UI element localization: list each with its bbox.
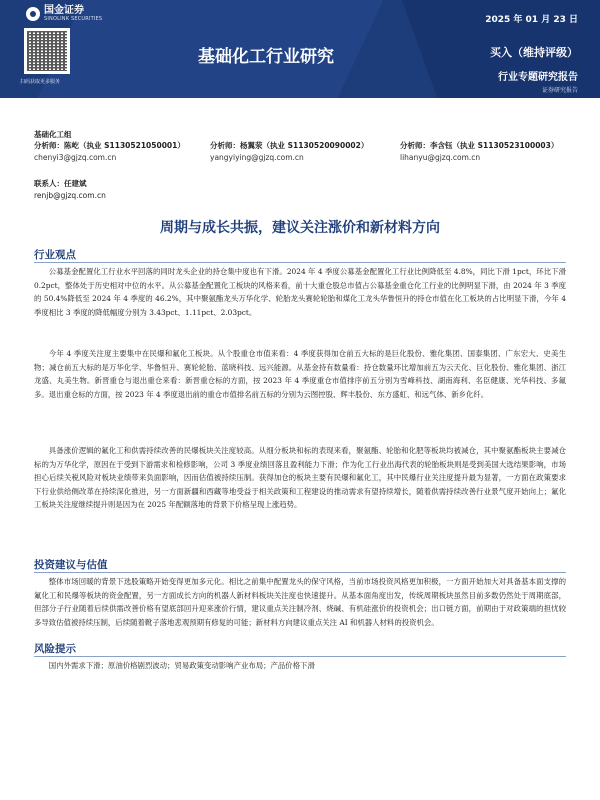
team-name: 基础化工组 [34,130,72,139]
section-heading-risk: 风险提示 [34,643,76,655]
section-heading-views: 行业观点 [34,249,76,261]
contact-person [34,178,106,202]
qr-caption: 扫码获取更多服务 [20,79,61,85]
report-type: 行业专题研究报告 [498,72,578,83]
section-heading-advice: 投资建议与估值 [34,559,108,571]
analyst-email[interactable]: lihanyu@gjzq.com.cn [400,153,481,162]
qr-code-icon [27,31,67,71]
logo-mark-icon [26,7,40,21]
contact-name: 联系人：任建斌 [34,179,87,188]
contact-email[interactable]: renjb@gjzq.com.cn [34,191,106,200]
analyst-name: 分析师：陈屹（执业 S1130521050001） [34,141,185,150]
analyst-list [34,140,574,164]
logo-cn-text: 国金证券 [44,5,84,16]
section-divider [34,656,566,657]
paragraph-views-1: 公募基金配置化工行业水平回落的同时龙头企业的持仓集中度也有下滑。2024 年 4 季度公募基金配置化工行业比例降低至 4.8%，同比下滑 1pct，环比下滑 0.2pct，整体处于历史相对中位的水平。从公募基金配置化工板块的风格来看，前十大重仓股总市值占公募基金重仓化工行业的比例明显下滑，由 2024 年 3 季度的 50.4%降低至 2024 年 4 季度的 46.2%，其中聚氨酯龙头万华化学、轮胎龙头赛轮轮胎和煤化工龙头华鲁恒升的持仓市值在化工板块的占比明显下滑，今年 4 季度相比 3 季度的降低幅度分别为 3.43pct、1.11pct、2.03pct。 [34,267,566,317]
paragraph-advice: 整体市场回暖的背景下选股策略开始变得更加多元化。相比之前集中配置龙头的保守风格，当前市场投资风格更加积极，一方面开始加大对具备基本面支撑的氟化工和民爆等板块的资金配置，另一方面成长方向的机器人新材料板块关注度也快速提升。从基本面角度出发，传统周期板块虽然目前多数仍然处于周期底部，但部分子行业随着后续供需改善价格有望底部回升迎来涨价行情，建议重点关注制冷剂、烧碱、有机硅涨价的投资机会；出口链方面，前期由于对政策端的担忧较多导致估值被持续压制，后续随着靴子落地悲观预期有修复的可能；新材料方向建议重点关注 AI 和机器人材料的投资机会。 [34,577,566,627]
rating-badge: 买入（维持评级） [490,46,578,59]
paragraph-views-2: 今年 4 季度关注度主要集中在民爆和氟化工板块。从个股重仓市值来看：4 季度获得加仓前五大标的是巨化股份、雅化集团、国泰集团、广东宏大、史美生物；减仓前五大标的是万华化学、华鲁恒升、赛轮轮胎、蓝晓科技、远兴能源。从基金持有数量看：持仓数量环比增加前五为云天化、巨化股份、雅化集团、浙江龙盛、丸美生物。新晋重仓与退出重仓来看：新晋重仓标的方面，按 2023 年 4 季度重仓市值排序前五分别为雪峰科技、湖南海利、名臣健康、光华科技、多氟多。退出重仓标的方面，按 2023 年 4 季度退出前的重仓市值排名前五标的分别为云图控股、辉丰股份、东方盛虹、和远气体、新乡化纤。 [34,349,566,399]
analyst-name: 分析师：李含钰（执业 S1130523100003） [400,141,559,150]
section-divider [34,572,566,573]
analyst-email[interactable]: chenyi3@gjzq.com.cn [34,153,117,162]
report-title: 基础化工行业研究 [198,47,334,67]
analyst-item [210,140,400,164]
main-title: 周期与成长共振，建议关注涨价和新材料方向 [160,220,440,236]
analyst-name: 分析师：杨翼荥（执业 S1130520090002） [210,141,369,150]
report-header [0,0,600,98]
analyst-item [400,140,574,164]
company-logo [26,5,102,22]
analyst-email[interactable]: yangyiying@gjzq.com.cn [210,153,304,162]
paragraph-risk: 国内外需求下滑；原油价格剧烈波动；贸易政策变动影响产业布局；产品价格下滑 [48,661,315,670]
report-date: 2025 年 01 月 23 日 [485,15,578,25]
report-subtype: 证券研究报告 [541,87,578,94]
logo-en-text: SINOLINK SECURITIES [44,16,103,22]
section-divider [34,262,566,263]
analyst-item [34,140,210,164]
paragraph-views-3: 具备涨价逻辑的氟化工和供需持续改善的民爆板块关注度较高。从细分板块和标的表现来看，聚氨酯、轮胎和化肥等板块均被减仓，其中聚氨酯板块主要减仓标的为万华化学，原因在于受到下游需求和检修影响，公司 3 季度业绩回落且盈利能力下滑；作为化工行业出海代表的轮胎板块则是受到美国大选结果影响，市场担心后续关税风险对板块业绩带来负面影响，因而估值被持续压制。获得加仓的板块主要有民爆和氟化工，其中民爆行业关注度提升最为显著，一方面在政策要求下行业供给侧改革在持续深化推进，另一方面新疆和西藏等地受益于相关政策和工程建设的推动需求有望持续增长，随着供需持续改善行业景气度开始向上；氟化工板块关注度继续提升则是因为在 2025 年配额落地的背景下价格呈现上涨趋势。 [34,446,566,510]
qr-code [24,28,70,74]
